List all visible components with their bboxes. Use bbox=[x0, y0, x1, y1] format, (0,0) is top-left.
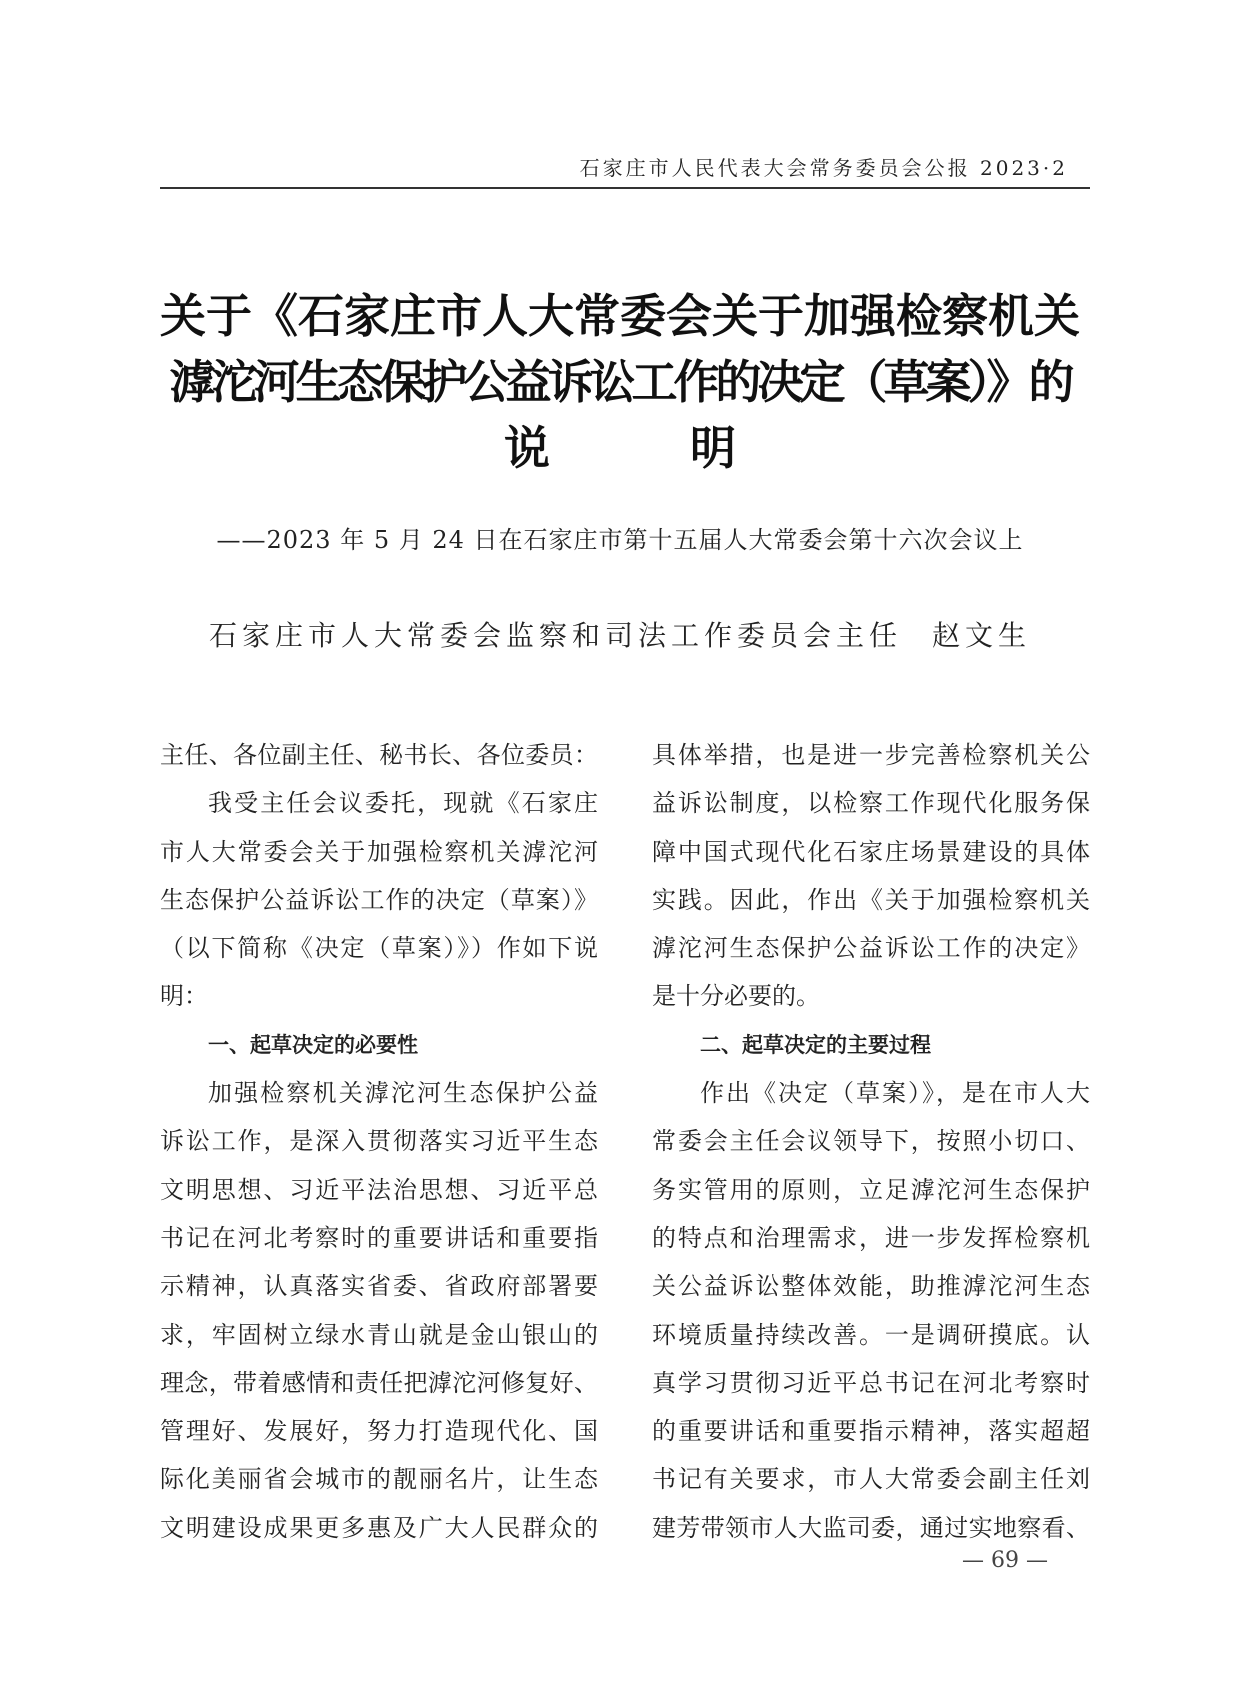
title-word-shuo: 说 bbox=[504, 421, 550, 475]
document-title-line-2: 滹沱河生态保护公益诉讼工作的决定（草案）》的 bbox=[169, 355, 1071, 409]
body-text-line: 是十分必要的。 bbox=[652, 982, 820, 1011]
body-text-line: 常委会主任会议领导下，按照小切口、 bbox=[652, 1127, 1090, 1156]
header-rule bbox=[160, 187, 1090, 189]
body-text-line: 文明思想、习近平法治思想、习近平总 bbox=[160, 1175, 598, 1204]
body-text-line: 实践。因此，作出《关于加强检察机关 bbox=[652, 885, 1090, 914]
body-text-line: 环境质量持续改善。一是调研摸底。认 bbox=[652, 1320, 1090, 1349]
body-text-line: 文明建设成果更多惠及广大人民群众的 bbox=[160, 1513, 598, 1542]
running-header: 石家庄市人民代表大会常务委员会公报 2023·2 bbox=[579, 156, 1068, 180]
document-subtitle: ——2023 年 5 月 24 日在石家庄市第十五届人大常委会第十六次会议上 bbox=[216, 526, 1024, 554]
body-text-line: 滹沱河生态保护公益诉讼工作的决定》 bbox=[652, 934, 1090, 963]
body-text-line: （以下简称《决定（草案）》）作如下说 bbox=[160, 934, 598, 963]
page-number: — 69 — bbox=[962, 1548, 1048, 1573]
body-text-line: 益诉讼制度，以检察工作现代化服务保 bbox=[652, 789, 1090, 818]
body-text-line: 书记在河北考察时的重要讲话和重要指 bbox=[160, 1223, 598, 1252]
body-text-line: 加强检察机关滹沱河生态保护公益 bbox=[208, 1079, 598, 1108]
body-column-left bbox=[160, 738, 598, 1559]
body-text-line: 求，牢固树立绿水青山就是金山银山的 bbox=[160, 1320, 598, 1349]
body-text-line: 主任、各位副主任、秘书长、各位委员： bbox=[160, 741, 598, 769]
body-text-line: 建芳带领市人大监司委，通过实地察看、 bbox=[652, 1513, 1090, 1542]
body-text-line: 我受主任会议委托，现就《石家庄 bbox=[208, 789, 598, 818]
body-text-line: 管理好、发展好，努力打造现代化、国 bbox=[160, 1417, 598, 1446]
body-text-line: 诉讼工作，是深入贯彻落实习近平生态 bbox=[160, 1127, 598, 1156]
body-text-line: 务实管用的原则，立足滹沱河生态保护 bbox=[652, 1175, 1090, 1204]
author-position: 石家庄市人大常委会监察和司法工作委员会主任 bbox=[208, 619, 902, 652]
section-heading: 二、起草决定的主要过程 bbox=[700, 1032, 931, 1057]
body-text-line: 际化美丽省会城市的靓丽名片，让生态 bbox=[160, 1465, 598, 1494]
author-name: 赵文生 bbox=[932, 619, 1032, 652]
body-text-line: 关公益诉讼整体效能，助推滹沱河生态 bbox=[652, 1272, 1090, 1301]
body-text-line: 明： bbox=[160, 982, 208, 1011]
body-text-line: 具体举措，也是进一步完善检察机关公 bbox=[652, 741, 1090, 769]
body-text-line: 的特点和治理需求，进一步发挥检察机 bbox=[652, 1223, 1090, 1252]
body-text-line: 市人大常委会关于加强检察机关滹沱河 bbox=[160, 837, 598, 866]
body-text-line: 真学习贯彻习近平总书记在河北考察时 bbox=[652, 1368, 1090, 1397]
body-text-line: 生态保护公益诉讼工作的决定（草案）》 bbox=[160, 885, 598, 914]
document-title-line-3 bbox=[0, 412, 1240, 478]
body-text-line: 理念，带着感情和责任把滹沱河修复好、 bbox=[160, 1368, 598, 1397]
body-text-line: 书记有关要求，市人大常委会副主任刘 bbox=[652, 1465, 1090, 1494]
body-column-right bbox=[652, 738, 1090, 1559]
title-word-ming: 明 bbox=[690, 421, 736, 475]
author-line bbox=[0, 614, 1240, 654]
body-text-line: 障中国式现代化石家庄场景建设的具体 bbox=[652, 837, 1090, 866]
body-text-line: 的重要讲话和重要指示精神，落实超超 bbox=[652, 1417, 1090, 1446]
body-text-line: 示精神，认真落实省委、省政府部署要 bbox=[160, 1272, 598, 1301]
document-title-line-1: 关于《石家庄市人大常委会关于加强检察机关 bbox=[160, 289, 1080, 343]
body-text-line: 作出《决定（草案）》，是在市人大 bbox=[700, 1079, 1090, 1108]
section-heading: 一、起草决定的必要性 bbox=[208, 1032, 418, 1057]
